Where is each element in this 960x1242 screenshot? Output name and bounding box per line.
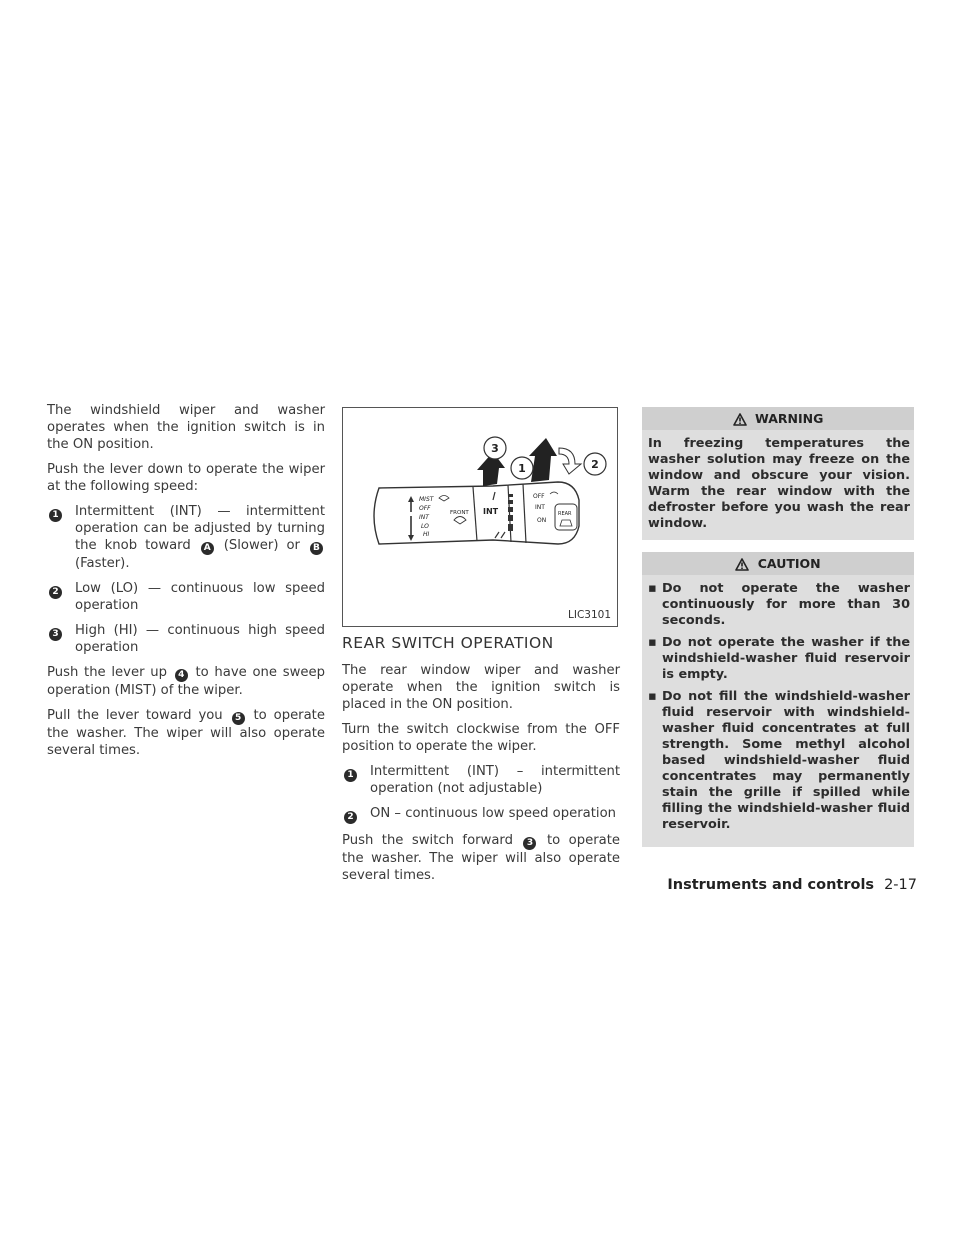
pull-paragraph: Pull the lever toward you 5 to operate the washer. The wiper will also operate several times.	[47, 708, 325, 758]
marker-5-icon: 5	[232, 712, 245, 725]
warning-triangle-icon	[733, 413, 747, 426]
front-label: FRONT	[450, 510, 469, 516]
list-item: ▪ Do not fill the windshield-washer fluid reservoir with windshield-washer fluid concentrates at full strength. Some methyl alcohol based windshield-washer fluid concentrates may permanently stain the grille if spilled while filling the windshield-washer fluid reservoir.	[648, 689, 910, 832]
wiper-lever-figure	[342, 407, 618, 627]
callout-3: 3	[491, 442, 499, 455]
lo-label: LO	[421, 523, 429, 530]
safety-column	[642, 407, 914, 859]
figure-code: LIC3101	[568, 609, 611, 621]
warning-text: In freezing temperatures the washer solution may freeze on the window and obscure your vision. Warm the rear window with the defroster before you wash the rear window.	[648, 436, 910, 531]
off-label: OFF	[419, 505, 431, 512]
wiper-lever-illustration	[343, 408, 619, 628]
push-forward-paragraph: Push the switch forward 3 to operate the washer. The wiper will also operate several times.	[342, 833, 620, 883]
caution-title: CAUTION	[757, 556, 821, 571]
rear-wiper-column	[342, 407, 620, 892]
marker-4-icon: 4	[175, 669, 188, 682]
step-number-icon: 3	[47, 622, 65, 641]
rear-on-label: ON	[537, 517, 547, 524]
step-number-icon: 2	[342, 805, 360, 824]
page-number: 2-17	[884, 877, 917, 893]
caution-triangle-icon	[735, 558, 749, 571]
push-down-paragraph: Push the lever down to operate the wiper at the following speed:	[47, 462, 325, 494]
mist-label: MIST	[419, 496, 434, 503]
caution-box	[642, 552, 914, 847]
push-up-paragraph: Push the lever up 4 to have one sweep operation (MIST) of the wiper.	[47, 665, 325, 698]
rear-off-label: OFF	[533, 493, 545, 500]
list-item: 3 High (HI) — continuous high speed operation	[47, 622, 325, 656]
turn-paragraph: Turn the switch clockwise from the OFF position to operate the wiper.	[342, 722, 620, 754]
page-footer	[667, 877, 917, 893]
section-heading: REAR SWITCH OPERATION	[342, 634, 554, 652]
int-knob-label: INT	[483, 507, 499, 516]
list-item: 2 Low (LO) — continuous low speed operation	[47, 580, 325, 614]
step-number-icon: 2	[47, 580, 65, 599]
callout-2: 2	[591, 458, 599, 471]
int-label: INT	[419, 514, 429, 521]
front-wiper-column	[47, 402, 325, 767]
marker-3-icon: 3	[523, 837, 536, 850]
warning-title: WARNING	[755, 411, 824, 426]
footer-section: Instruments and controls	[667, 877, 875, 893]
step-number-icon: 1	[47, 503, 65, 522]
list-item: 2 ON – continuous low speed operation	[342, 805, 620, 824]
list-item: 1 Intermittent (INT) — intermittent operation can be adjusted by turning the knob toward A (Slower) or B (Faster).	[47, 503, 325, 572]
caution-list	[648, 581, 910, 833]
list-item: ▪ Do not operate the washer continuously for more than 30 seconds.	[648, 581, 910, 628]
rear-label: REAR	[558, 511, 572, 517]
list-item: 1 Intermittent (INT) – intermittent operation (not adjustable)	[342, 763, 620, 797]
list-item: ▪ Do not operate the washer if the windshield-washer fluid reservoir is empty.	[648, 635, 910, 682]
step-number-icon: 1	[342, 763, 360, 782]
rear-intro-paragraph: The rear window wiper and washer operate when the ignition switch is placed in the ON position.	[342, 663, 620, 712]
hi-label: HI	[423, 531, 430, 538]
callout-1: 1	[518, 462, 526, 475]
marker-b-icon: B	[310, 542, 323, 555]
marker-a-icon: A	[201, 542, 214, 555]
intro-paragraph: The windshield wiper and washer operates when the ignition switch is in the ON position.	[47, 403, 325, 452]
warning-box	[642, 407, 914, 540]
rear-int-label: INT	[535, 504, 545, 511]
